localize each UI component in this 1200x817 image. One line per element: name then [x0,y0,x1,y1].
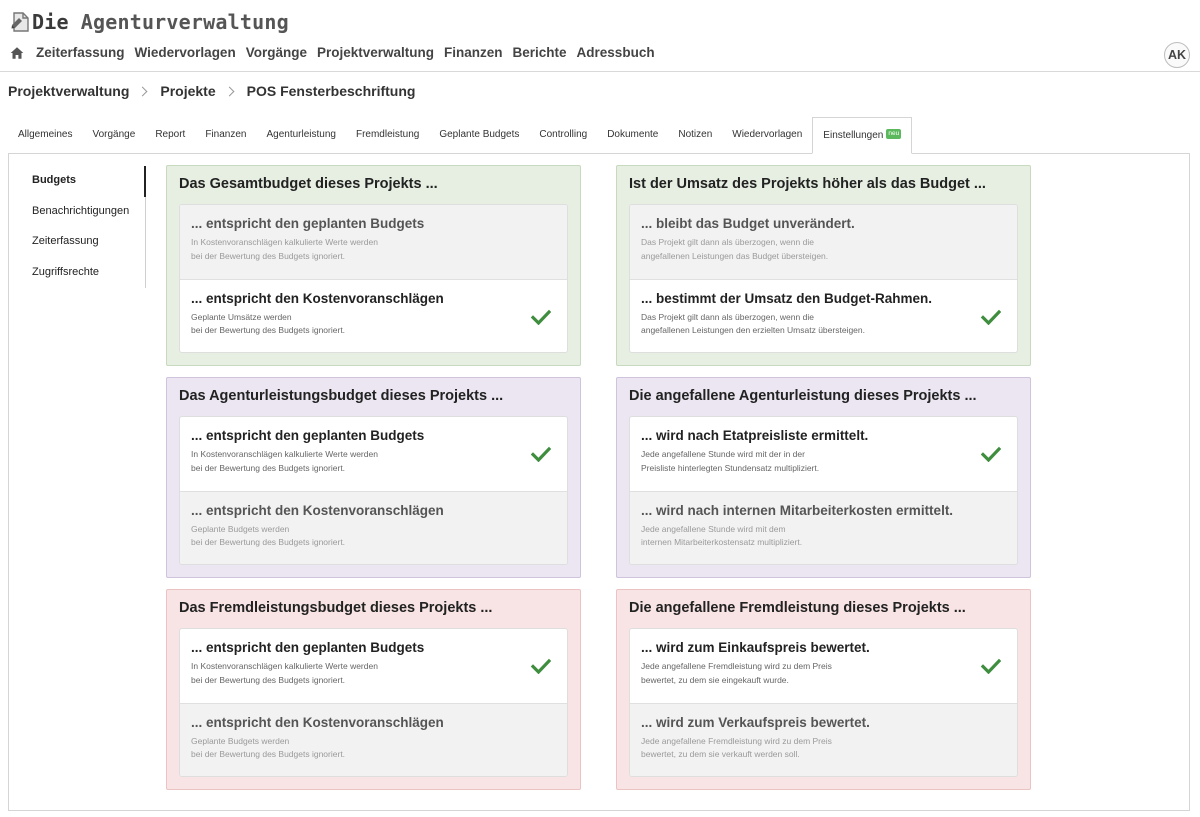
checkmark-icon [981,309,1001,325]
option-title: ... wird zum Verkaufspreis bewertet. [641,714,870,730]
logo-text-second: Agenturverwaltung [80,10,289,34]
breadcrumb-projektverwaltung[interactable]: Projektverwaltung [8,83,130,99]
option-2[interactable] [180,703,567,777]
tab-agenturleistung[interactable] [256,117,346,153]
tab-geplante-budgets[interactable] [429,117,529,153]
option-2-selected[interactable] [180,279,567,353]
option-description: Das Projekt gilt dann als überzogen, wenn die angefallenen Leistungen den erzielten Umsatz übersteigen. [641,311,865,335]
settings-card-4 [616,377,1031,578]
option-2[interactable] [630,491,1017,565]
option-title: ... wird zum Einkaufspreis bewertet. [641,640,870,655]
logo-document-icon [11,11,31,33]
option-1-selected[interactable] [180,629,567,703]
option-description: Geplante Budgets werden bei der Bewertung des Budgets ignoriert. [191,735,346,759]
app-logo[interactable] [11,9,289,35]
sidenav-item-zeiterfassung[interactable]: Zeiterfassung [9,227,146,258]
breadcrumb [8,83,415,99]
main-nav [10,45,665,60]
option-title: ... entspricht den Kostenvoranschlägen [191,502,444,518]
tab-fremdleistung[interactable] [346,117,429,153]
tab-label: Dokumente [607,129,659,140]
settings-card-6 [616,589,1031,790]
logo-text-first: Die [32,10,69,34]
option-1[interactable] [180,205,567,279]
tab-dokumente[interactable] [597,117,668,153]
checkmark-icon [531,309,551,325]
tab-report[interactable] [145,117,195,153]
option-list [179,204,568,353]
option-description: Jede angefallene Fremdleistung wird zu dem Preis bewertet, zu dem sie eingekauft wurde. [641,661,832,685]
card-title: Die angefallene Fremdleistung dieses Projekts ... [629,600,966,616]
option-1-selected[interactable] [180,417,567,491]
settings-card-2 [616,165,1031,366]
option-title: ... wird nach internen Mitarbeiterkosten ermittelt. [641,502,954,518]
option-description: In Kostenvoranschlägen kalkulierte Werte werden bei der Bewertung des Budgets ignoriert. [191,449,378,473]
option-1-selected[interactable] [630,417,1017,491]
option-description: Geplante Budgets werden bei der Bewertung des Budgets ignoriert. [191,523,346,547]
settings-sidenav [9,166,146,288]
option-list [629,416,1018,565]
project-tabs [8,118,1190,154]
tab-label: Wiedervorlagen [732,129,803,140]
option-title: ... bestimmt der Umsatz den Budget-Rahmen. [641,290,933,306]
sidenav-item-zugriffsrechte[interactable]: Zugriffsrechte [9,258,146,289]
nav-item-wiedervorlagen[interactable]: Wiedervorlagen [134,45,236,60]
breadcrumb-current-project: POS Fensterbeschriftung [246,83,416,99]
card-title: Das Agenturleistungsbudget dieses Projekts ... [179,388,504,404]
chevron-right-icon [138,86,148,96]
option-description: Geplante Umsätze werden bei der Bewertung des Budgets ignoriert. [191,311,346,335]
breadcrumb-projekte[interactable]: Projekte [160,83,216,99]
nav-item-vorgaenge[interactable]: Vorgänge [245,45,307,60]
option-1-selected[interactable] [630,629,1017,703]
checkmark-icon [531,446,551,462]
nav-item-adressbuch[interactable]: Adressbuch [576,45,655,60]
tab-label: Notizen [678,129,713,140]
option-title: ... entspricht den geplanten Budgets [191,428,425,443]
option-title: ... entspricht den geplanten Budgets [191,216,425,231]
tab-notizen[interactable] [668,117,722,153]
app-header [0,0,1200,72]
nav-item-finanzen[interactable]: Finanzen [444,45,503,60]
option-description: Jede angefallene Stunde wird mit dem internen Mitarbeiterkostensatz multipliziert. [641,523,803,547]
option-1[interactable] [630,205,1017,279]
card-title: Ist der Umsatz des Projekts höher als das Budget ... [629,176,986,192]
nav-item-berichte[interactable]: Berichte [512,45,567,60]
option-title: ... entspricht den geplanten Budgets [191,640,425,655]
sidenav-item-benachrichtigungen[interactable]: Benachrichtigungen [9,197,146,228]
option-title: ... wird nach Etatpreisliste ermittelt. [641,428,869,443]
option-description: Das Projekt gilt dann als überzogen, wenn die angefallenen Leistungen das Budget übersteigen. [641,237,829,261]
option-list [629,204,1018,353]
option-list [179,416,568,565]
card-title: Die angefallene Agenturleistung dieses Projekts ... [629,388,977,404]
option-2-selected[interactable] [630,279,1017,353]
option-2[interactable] [180,491,567,565]
tab-label: Finanzen [205,129,247,140]
option-list [629,628,1018,777]
tab-label: Allgemeines [18,129,73,140]
option-description: In Kostenvoranschlägen kalkulierte Werte werden bei der Bewertung des Budgets ignoriert. [191,237,378,261]
tab-wiedervorlagen[interactable] [722,117,812,153]
sidenav-item-budgets[interactable]: Budgets [9,166,146,197]
checkmark-icon [531,658,551,674]
option-list [179,628,568,777]
checkmark-icon [981,446,1001,462]
tab-label: Einstellungen [823,130,884,141]
tab-finanzen[interactable] [195,117,256,153]
card-title: Das Fremdleistungsbudget dieses Projekts ... [179,600,493,616]
chevron-right-icon [224,86,234,96]
checkmark-icon [981,658,1001,674]
option-description: Jede angefallene Fremdleistung wird zu dem Preis bewertet, zu dem sie verkauft werden soll. [641,735,832,759]
settings-card-1 [166,165,581,366]
home-icon[interactable] [10,46,24,60]
option-description: In Kostenvoranschlägen kalkulierte Werte werden bei der Bewertung des Budgets ignoriert. [191,661,378,685]
tab-controlling[interactable] [529,117,597,153]
tab-einstellungen[interactable] [812,117,912,154]
new-badge: neu [888,130,900,138]
nav-item-zeiterfassung[interactable]: Zeiterfassung [36,45,125,60]
settings-card-5 [166,589,581,790]
card-title: Das Gesamtbudget dieses Projekts ... [179,176,438,192]
option-title: ... bleibt das Budget unverändert. [641,216,855,231]
tab-label: Agenturleistung [266,129,336,140]
nav-item-projektverwaltung[interactable]: Projektverwaltung [316,45,434,60]
tab-label: Report [155,129,186,140]
tab-label: Geplante Budgets [439,129,520,140]
option-title: ... entspricht den Kostenvoranschlägen [191,714,444,730]
tab-vorgaenge[interactable] [82,117,145,153]
option-title: ... entspricht den Kostenvoranschlägen [191,290,444,306]
tab-label: Controlling [539,129,588,140]
user-avatar[interactable]: AK [1164,42,1190,68]
tab-label: Vorgänge [92,129,136,140]
option-2[interactable] [630,703,1017,777]
settings-card-3 [166,377,581,578]
option-description: Jede angefallene Stunde wird mit der in der Preisliste hinterlegten Stundensatz multipliziert. [641,449,820,473]
tab-allgemeines[interactable] [8,117,82,153]
tab-label: Fremdleistung [355,129,420,140]
